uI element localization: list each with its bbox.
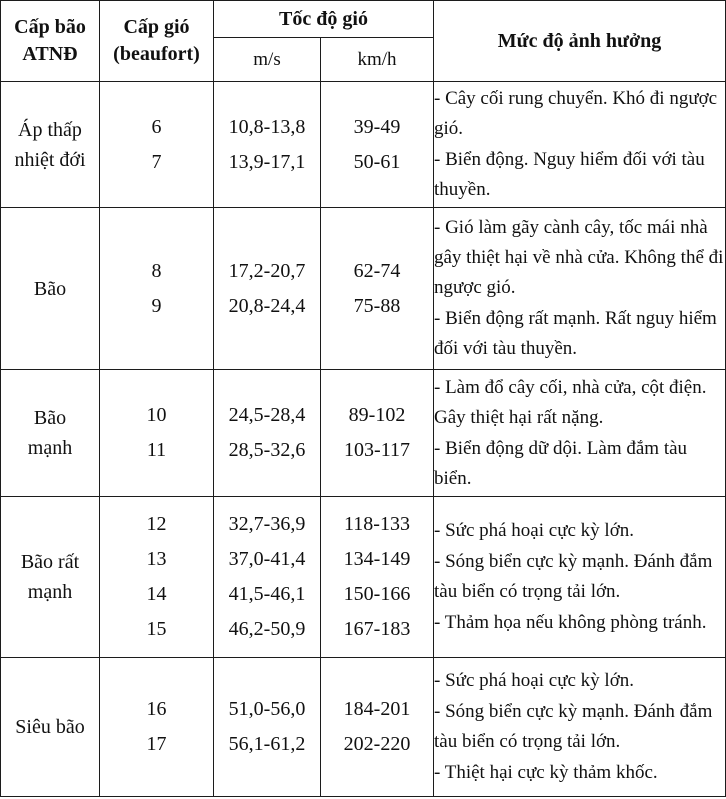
beaufort-value: 15 [146,618,167,640]
impact-item: - Biển động dữ dội. Làm đắm tàu biển. [434,437,688,489]
speed-ms-value: 46,2-50,9 [228,618,306,640]
impact-item: - Làm đổ cây cối, nhà cửa, cột điện. Gây thiệt hại rất nặng. [434,376,707,428]
header-wind-level-line2: (beaufort) [113,43,200,65]
impact-item: - Thảm họa nếu không phòng tránh. [434,612,707,633]
storm-category-cell [1,370,100,497]
speed-kmh-value: 39-49 [353,115,401,138]
beaufort-value: 7 [151,150,162,173]
speed-ms-value: 41,5-46,1 [228,583,306,605]
storm-category-line: mạnh [27,437,73,459]
storm-category-line: mạnh [27,581,73,603]
storm-category-cell [1,82,100,208]
header-wind-level [100,1,214,82]
speed-kmh-cell [321,370,434,497]
speed-kmh-value: 150-166 [343,583,411,605]
beaufort-value: 13 [146,548,167,570]
impact-cell [434,497,726,658]
speed-ms-value: 10,8-13,8 [228,115,306,138]
header-row-1 [1,1,726,38]
beaufort-value: 12 [146,513,167,535]
impact-item: - Sức phá hoại cực kỳ lớn. [434,670,635,691]
speed-kmh-value: 103-117 [344,439,410,461]
impact-item: - Biển động. Nguy hiểm đối với tàu thuyền. [434,149,705,200]
header-impact: Mức độ ảnh hưởng [434,1,726,82]
table-row [1,82,726,208]
beaufort-cell [100,208,214,370]
storm-category-cell [1,497,100,658]
speed-kmh-cell [321,658,434,797]
storm-category-line: Bão [33,277,67,300]
header-wind-speed: Tốc độ gió [214,1,434,38]
header-unit-kmh: km/h [321,38,434,82]
impact-cell [434,208,726,370]
speed-kmh-value: 134-149 [343,548,411,570]
header-unit-ms: m/s [214,38,321,82]
speed-kmh-value: 75-88 [353,294,401,317]
speed-ms-value: 20,8-24,4 [228,294,306,317]
beaufort-value: 8 [151,259,162,282]
header-storm-category [1,1,100,82]
impact-cell [434,370,726,497]
header-storm-category-line1: Cấp bão [14,16,86,38]
speed-kmh-value: 118-133 [344,513,410,535]
speed-ms-value: 28,5-32,6 [228,439,306,461]
speed-ms-cell [214,370,321,497]
storm-category-line: Áp thấp [18,118,82,141]
speed-kmh-value: 89-102 [348,404,406,426]
table-row [1,370,726,497]
impact-item: - Sóng biển cực kỳ mạnh. Đánh đắm tàu biển có trọng tải lớn. [434,701,713,752]
beaufort-cell [100,658,214,797]
beaufort-value: 17 [146,733,167,755]
speed-kmh-cell [321,82,434,208]
beaufort-value: 6 [151,115,162,138]
speed-ms-cell [214,497,321,658]
speed-ms-value: 51,0-56,0 [228,698,306,720]
header-storm-category-line2: ATNĐ [22,43,78,65]
speed-kmh-cell [321,497,434,658]
storm-category-cell [1,208,100,370]
impact-item: - Gió làm gãy cành cây, tốc mái nhà gây thiệt hại về nhà cửa. Không thể đi ngược gió. [434,217,724,298]
impact-item: - Cây cối rung chuyển. Khó đi ngược gió. [434,88,718,139]
speed-kmh-value: 62-74 [353,259,401,282]
speed-ms-value: 32,7-36,9 [228,513,306,535]
storm-category-line: Siêu bão [15,716,85,738]
speed-ms-cell [214,658,321,797]
table-row [1,497,726,658]
table-row [1,208,726,370]
speed-ms-cell [214,208,321,370]
speed-kmh-value: 202-220 [343,733,411,755]
beaufort-value: 10 [146,404,167,426]
impact-item: - Sức phá hoại cực kỳ lớn. [434,520,635,541]
storm-category-line: Bão rất [20,551,80,573]
beaufort-value: 14 [146,583,167,605]
impact-item: - Biển động rất mạnh. Rất nguy hiểm đối với tàu thuyền. [434,308,717,359]
storm-category-line: Bão [33,407,67,429]
storm-category-cell [1,658,100,797]
speed-kmh-value: 167-183 [343,618,411,640]
impact-cell [434,658,726,797]
impact-item: - Thiệt hại cực kỳ thảm khốc. [434,762,658,783]
beaufort-cell [100,497,214,658]
speed-ms-value: 13,9-17,1 [228,150,306,173]
speed-ms-value: 17,2-20,7 [228,259,306,282]
storm-category-line: nhiệt đới [14,148,86,171]
table-row [1,658,726,797]
beaufort-value: 11 [146,439,167,461]
impact-cell [434,82,726,208]
beaufort-value: 16 [146,698,167,720]
speed-ms-value: 37,0-41,4 [228,548,306,570]
speed-ms-value: 24,5-28,4 [228,404,306,426]
beaufort-value: 9 [151,294,162,317]
speed-ms-cell [214,82,321,208]
speed-kmh-cell [321,208,434,370]
header-wind-level-line1: Cấp gió [123,16,190,38]
speed-kmh-value: 184-201 [343,698,411,720]
beaufort-cell [100,370,214,497]
speed-ms-value: 56,1-61,2 [228,733,306,755]
speed-kmh-value: 50-61 [353,150,401,173]
beaufort-cell [100,82,214,208]
impact-item: - Sóng biển cực kỳ mạnh. Đánh đắm tàu biển có trọng tải lớn. [434,551,713,602]
